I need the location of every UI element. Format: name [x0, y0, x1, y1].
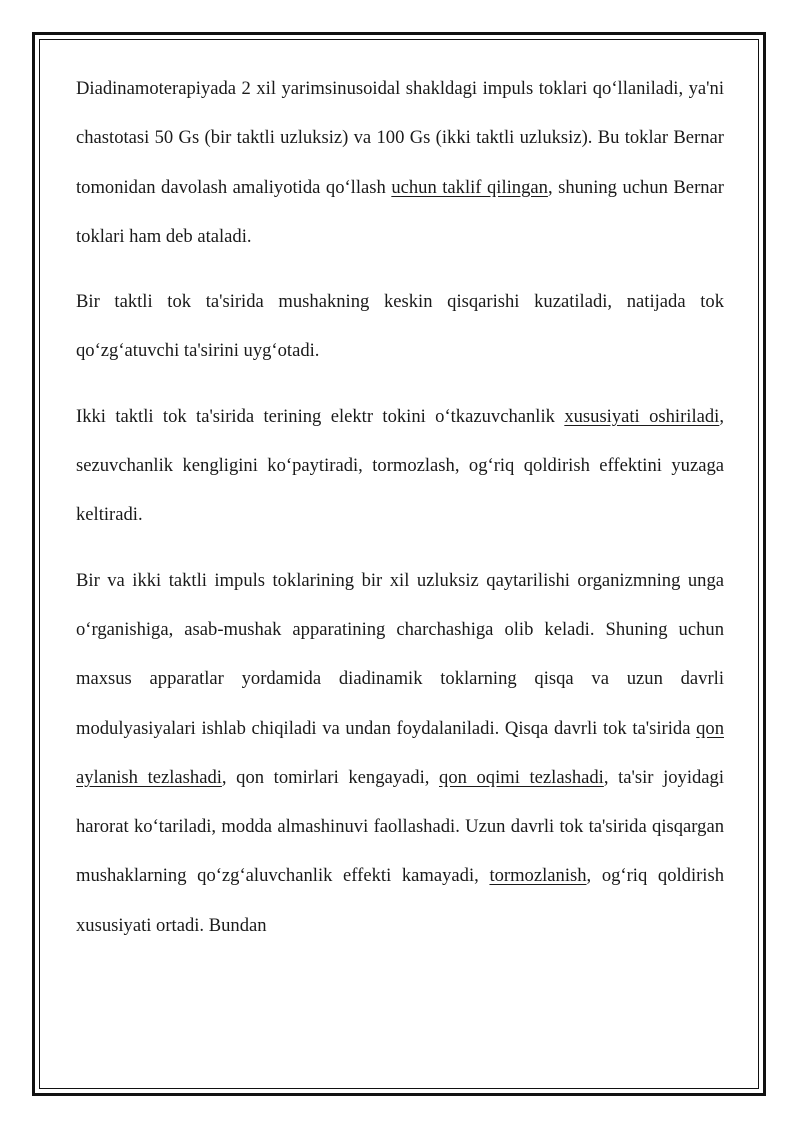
- text-segment: , og‘riq qoldirish xususiyati ortadi. Bundan: [76, 865, 725, 936]
- text-segment: , shuning uchun Bernar toklari ham deb ataladi.: [76, 176, 724, 247]
- paragraph-4: [76, 556, 724, 950]
- underlined-phrase: xususiyati oshiriladi: [564, 405, 720, 427]
- underlined-phrase: qon aylanish tezlashadi: [76, 717, 724, 788]
- paragraph-2: [76, 277, 724, 376]
- underlined-phrase: uchun taklif qilingan: [391, 176, 548, 198]
- text-segment: Bir taktli tok ta'sirida mushakning keskin qisqarishi kuzatiladi, natijada tok qo‘zg‘atuvchi ta'sirini uyg‘otadi.: [76, 291, 724, 362]
- underlined-phrase: tormozlanish: [489, 865, 587, 887]
- text-segment: Ikki taktli tok ta'sirida terining elektr tokini o‘tkazuvchanlik: [76, 405, 565, 427]
- text-segment: , ta'sir joyidagi harorat ko‘tariladi, modda almashinuvi faollashadi. Uzun davrli tok ta'sirida qisqargan mushaklarning qo‘zg‘aluvchanlik effekti kamayadi,: [76, 766, 725, 887]
- text-segment: Diadinamoterapiyada 2 xil yarimsinusoidal shakldagi impuls toklari qo‘llaniladi, ya'ni chastotasi 50 Gs (bir taktli uzluksiz) va 100 Gs (ikki taktli uzluksiz). Bu toklar Bernar tomonidan davolash amaliyotida qo‘llash: [76, 78, 724, 198]
- paragraph-3: [76, 392, 724, 540]
- text-segment: Bir va ikki taktli impuls toklarining bir xil uzluksiz qaytarilishi organizmning unga o‘rganishiga, asab-mushak apparatining charchashiga olib keladi. Shuning uchun maxsus apparatlar yordamida diadinamik toklarning qisqa va uzun davrli modulyasiyalari ishlab chiqiladi va undan foydalaniladi. Qisqa davrli tok ta'sirida: [76, 569, 724, 739]
- underlined-phrase: qon oqimi tezlashadi: [439, 766, 604, 788]
- text-segment: , sezuvchanlik kengligini ko‘paytiradi, tormozlash, og‘riq qoldirish effektini yuzaga keltiradi.: [76, 405, 724, 526]
- text-segment: , qon tomirlari kengayadi,: [221, 766, 440, 788]
- document-body: [76, 64, 724, 966]
- paragraph-1: [76, 64, 724, 261]
